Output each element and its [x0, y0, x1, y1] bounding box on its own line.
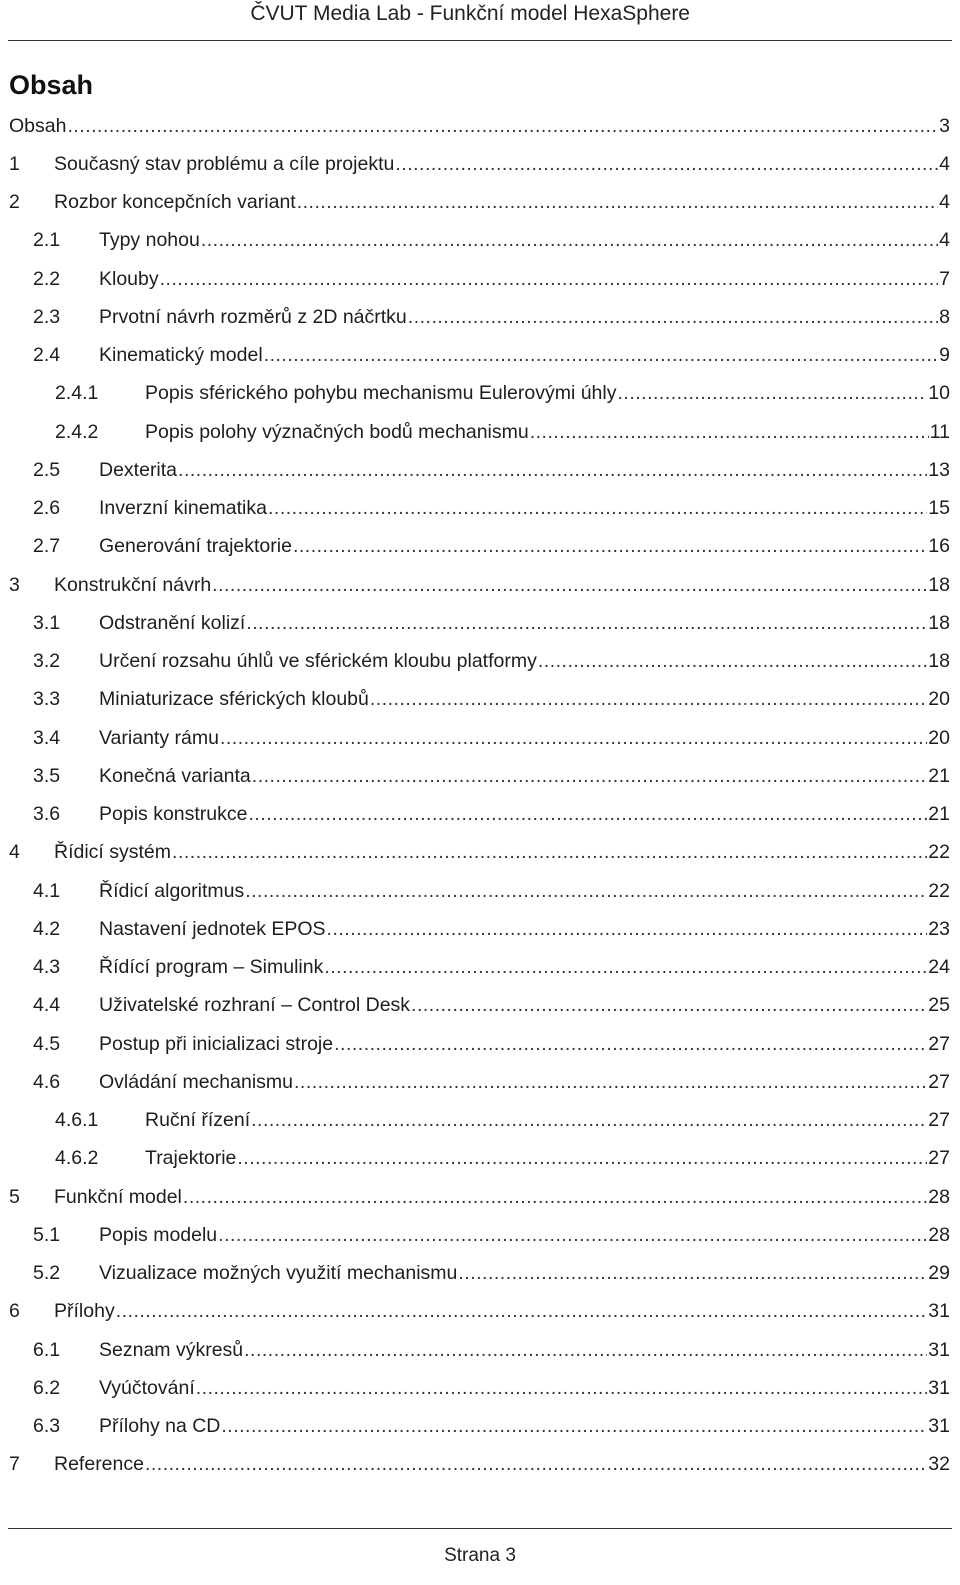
toc-dot-leader: [395, 153, 938, 176]
toc-entry-page: 18: [928, 573, 950, 596]
toc-entry[interactable]: [0, 987, 960, 1025]
toc-entry-page: 20: [928, 688, 950, 711]
toc-entry-page: 24: [928, 956, 950, 979]
toc-dot-leader: [116, 1300, 928, 1323]
toc-entry[interactable]: [0, 1331, 960, 1369]
toc-entry[interactable]: [0, 375, 960, 413]
toc-entry-title[interactable]: Popis polohy význačných bodů mechanismu: [145, 420, 529, 443]
toc-entry[interactable]: [0, 145, 960, 183]
toc-dot-leader: [617, 382, 927, 405]
toc-entry-page: 21: [928, 764, 950, 787]
toc-entry-title[interactable]: Miniaturizace sférických kloubů: [99, 688, 369, 711]
toc-entry-title[interactable]: Generování trajektorie: [99, 535, 292, 558]
toc-dot-leader: [530, 421, 929, 444]
toc-entry[interactable]: [0, 796, 960, 834]
toc-entry-page: 31: [928, 1300, 950, 1323]
toc-entry-number: 5.1: [33, 1223, 61, 1246]
toc-entry-number: 3.3: [33, 688, 61, 711]
toc-entry-page: 10: [928, 382, 950, 405]
toc-entry-number: 3.6: [33, 803, 61, 826]
toc-entry-title[interactable]: Ovládání mechanismu: [99, 1070, 294, 1093]
toc-entry-number: 1: [9, 152, 20, 175]
toc-entry[interactable]: [0, 260, 960, 298]
toc-entry-number: 2.2: [33, 267, 61, 290]
toc-dot-leader: [264, 344, 938, 367]
toc-entry[interactable]: [0, 1216, 960, 1254]
toc-entry-page: 18: [928, 650, 950, 673]
toc-entry[interactable]: [0, 413, 960, 451]
toc-entry[interactable]: [0, 1178, 960, 1216]
toc-entry-number: 4.5: [33, 1032, 61, 1055]
toc-entry[interactable]: [0, 834, 960, 872]
toc-dot-leader: [172, 841, 927, 864]
toc-entry-page: 11: [929, 420, 950, 443]
toc-dot-leader: [411, 994, 927, 1017]
toc-entry-number: 5.2: [33, 1262, 61, 1285]
toc-entry-title[interactable]: Řídicí systém: [54, 841, 172, 864]
toc-entry-title[interactable]: Vyúčtování: [99, 1376, 195, 1399]
toc-dot-leader: [196, 1377, 928, 1400]
toc-dot-leader: [538, 650, 927, 673]
toc-entry-page: 27: [928, 1147, 950, 1170]
toc-entry-title[interactable]: Uživatelské rozhraní – Control Desk: [99, 994, 411, 1017]
toc-entry-title[interactable]: Popis sférického pohybu mechanismu Eulerovými úhly: [145, 382, 617, 405]
toc-entry[interactable]: [0, 910, 960, 948]
toc-entry-title[interactable]: Řídicí algoritmus: [99, 879, 245, 902]
toc-dot-leader: [246, 612, 927, 635]
toc-dot-leader: [249, 803, 928, 826]
toc-entry[interactable]: [0, 1369, 960, 1407]
toc-entry-title[interactable]: Funkční model: [54, 1185, 182, 1208]
toc-entry-number: 6.3: [33, 1415, 61, 1438]
toc-entry-title[interactable]: Reference: [54, 1453, 144, 1476]
toc-dot-leader: [220, 727, 927, 750]
toc-dot-leader: [160, 268, 939, 291]
toc-entry-title[interactable]: Inverzní kinematika: [99, 497, 267, 520]
toc-dot-leader: [237, 1147, 927, 1170]
toc-entry[interactable]: [0, 528, 960, 566]
toc-dot-leader: [218, 1224, 927, 1247]
header-divider: [8, 40, 952, 41]
toc-dot-leader: [324, 956, 927, 979]
toc-entry-number: 2.4.1: [55, 382, 99, 405]
toc-entry[interactable]: [0, 1408, 960, 1446]
toc-entry-number: 6.2: [33, 1376, 61, 1399]
toc-entry[interactable]: [0, 107, 960, 145]
toc-entry-page: 9: [939, 344, 950, 367]
toc-heading: Obsah: [9, 70, 94, 100]
toc-entry-page: 29: [928, 1262, 950, 1285]
toc-entry[interactable]: [0, 1255, 960, 1293]
toc-entry-number: 4.6.1: [55, 1109, 99, 1132]
page-header: [0, 0, 960, 42]
toc-entry-number: 4.2: [33, 917, 61, 940]
toc-dot-leader: [297, 191, 938, 214]
toc-entry-page: 21: [928, 803, 950, 826]
toc-entry-page: 13: [928, 458, 950, 481]
toc-dot-leader: [458, 1262, 927, 1285]
toc-entry[interactable]: [0, 490, 960, 528]
toc-entry-page: 27: [928, 1070, 950, 1093]
toc-dot-leader: [251, 1109, 927, 1132]
toc-entry[interactable]: [0, 451, 960, 489]
toc-entry-page: 16: [928, 535, 950, 558]
toc-entry-title[interactable]: Obsah: [9, 114, 67, 137]
toc-entry-number: 6: [9, 1300, 20, 1323]
page-number: Strana 3: [444, 1545, 516, 1566]
toc-entry[interactable]: [0, 1140, 960, 1178]
document-header-title: ČVUT Media Lab - Funkční model HexaSphere: [250, 2, 690, 25]
table-of-contents: [0, 107, 960, 1484]
toc-entry-page: 3: [939, 114, 950, 137]
toc-entry-page: 28: [928, 1223, 950, 1246]
toc-entry-title[interactable]: Varianty rámu: [99, 726, 219, 749]
toc-entry-number: 2.4.2: [55, 420, 99, 443]
toc-entry-number: 3: [9, 573, 20, 596]
toc-dot-leader: [327, 918, 928, 941]
toc-entry-title[interactable]: Seznam výkresů: [99, 1338, 244, 1361]
toc-entry-number: 4: [9, 841, 20, 864]
toc-entry-page: 31: [928, 1338, 950, 1361]
toc-entry[interactable]: [0, 566, 960, 604]
toc-entry-title[interactable]: Ruční řízení: [145, 1109, 251, 1132]
toc-entry-title[interactable]: Rozbor koncepčních variant: [54, 191, 296, 214]
toc-entry-page: 27: [928, 1032, 950, 1055]
toc-entry[interactable]: [0, 757, 960, 795]
toc-entry[interactable]: [0, 1293, 960, 1331]
toc-entry[interactable]: [0, 1446, 960, 1484]
toc-entry-title[interactable]: Typy nohou: [99, 229, 200, 252]
toc-entry-page: 25: [928, 994, 950, 1017]
toc-entry-number: 3.4: [33, 726, 61, 749]
toc-entry[interactable]: [0, 872, 960, 910]
toc-entry-number: 3.1: [33, 611, 61, 634]
toc-dot-leader: [244, 1339, 927, 1362]
toc-entry-page: 8: [939, 305, 950, 328]
toc-entry-number: 4.6: [33, 1070, 61, 1093]
toc-entry[interactable]: [0, 184, 960, 222]
toc-entry-number: 7: [9, 1453, 20, 1476]
toc-entry-number: 4.3: [33, 956, 61, 979]
toc-entry-page: 22: [928, 879, 950, 902]
toc-entry-title[interactable]: Klouby: [99, 267, 159, 290]
toc-dot-leader: [334, 1033, 927, 1056]
toc-entry-title[interactable]: Kinematický model: [99, 344, 263, 367]
toc-entry-page: 4: [939, 191, 950, 214]
toc-dot-leader: [201, 229, 938, 252]
toc-entry[interactable]: [0, 298, 960, 336]
toc-entry-page: 4: [939, 229, 950, 252]
toc-entry-title[interactable]: Popis modelu: [99, 1223, 218, 1246]
toc-entry[interactable]: [0, 949, 960, 987]
toc-entry-title[interactable]: Prvotní návrh rozměrů z 2D náčrtku: [99, 305, 407, 328]
toc-dot-leader: [293, 535, 927, 558]
toc-entry[interactable]: [0, 337, 960, 375]
toc-entry-title[interactable]: Trajektorie: [145, 1147, 237, 1170]
toc-entry[interactable]: [0, 643, 960, 681]
toc-entry-number: 4.4: [33, 994, 61, 1017]
toc-entry-page: 15: [928, 497, 950, 520]
toc-entry-number: 5: [9, 1185, 20, 1208]
footer-divider: [8, 1528, 952, 1529]
toc-entry-number: 3.2: [33, 650, 61, 673]
toc-entry-number: 3.5: [33, 764, 61, 787]
toc-entry-page: 4: [939, 152, 950, 175]
toc-entry[interactable]: [0, 719, 960, 757]
toc-entry-number: 2.1: [33, 229, 61, 252]
toc-entry-title[interactable]: Nastavení jednotek EPOS: [99, 917, 326, 940]
toc-entry-number: 2.7: [33, 535, 61, 558]
toc-dot-leader: [178, 459, 927, 482]
toc-entry-page: 32: [928, 1453, 950, 1476]
toc-entry[interactable]: [0, 1063, 960, 1101]
toc-entry-page: 31: [928, 1415, 950, 1438]
toc-dot-leader: [212, 574, 927, 597]
toc-entry-title[interactable]: Přílohy na CD: [99, 1415, 221, 1438]
toc-dot-leader: [252, 765, 928, 788]
toc-dot-leader: [245, 880, 927, 903]
toc-entry-title[interactable]: Popis konstrukce: [99, 803, 248, 826]
toc-entry-number: 2.5: [33, 458, 61, 481]
toc-entry-page: 18: [928, 611, 950, 634]
toc-entry-page: 7: [939, 267, 950, 290]
toc-entry-page: 20: [928, 726, 950, 749]
toc-dot-leader: [268, 497, 927, 520]
toc-entry-title[interactable]: Konečná varianta: [99, 764, 251, 787]
toc-entry-title[interactable]: Současný stav problému a cíle projektu: [54, 152, 395, 175]
toc-dot-leader: [183, 1186, 927, 1209]
toc-entry[interactable]: [0, 1025, 960, 1063]
toc-entry-number: 2.6: [33, 497, 61, 520]
toc-entry-page: 23: [928, 917, 950, 940]
toc-entry-title[interactable]: Konstrukční návrh: [54, 573, 212, 596]
toc-entry-title[interactable]: Určení rozsahu úhlů ve sférickém kloubu platformy: [99, 650, 537, 673]
toc-entry-title[interactable]: Postup při inicializaci stroje: [99, 1032, 334, 1055]
toc-dot-leader: [370, 688, 927, 711]
toc-dot-leader: [221, 1415, 927, 1438]
toc-entry-title[interactable]: Vizualizace možných využití mechanismu: [99, 1262, 458, 1285]
toc-entry[interactable]: [0, 604, 960, 642]
toc-entry-number: 6.1: [33, 1338, 61, 1361]
toc-entry-page: 27: [928, 1109, 950, 1132]
toc-entry-number: 2.3: [33, 305, 61, 328]
toc-entry-number: 2.4: [33, 344, 61, 367]
toc-dot-leader: [67, 115, 938, 138]
toc-dot-leader: [408, 306, 938, 329]
toc-entry[interactable]: [0, 1102, 960, 1140]
toc-entry-page: 22: [928, 841, 950, 864]
toc-dot-leader: [294, 1071, 927, 1094]
toc-entry-page: 31: [928, 1376, 950, 1399]
toc-entry[interactable]: [0, 681, 960, 719]
toc-entry[interactable]: [0, 222, 960, 260]
toc-entry-title[interactable]: Řídící program – Simulink: [99, 956, 324, 979]
toc-dot-leader: [145, 1453, 927, 1476]
toc-entry-page: 28: [928, 1185, 950, 1208]
toc-entry-title[interactable]: Přílohy: [54, 1300, 115, 1323]
toc-entry-title[interactable]: Odstranění kolizí: [99, 611, 246, 634]
toc-entry-number: 2: [9, 191, 20, 214]
toc-entry-number: 4.6.2: [55, 1147, 99, 1170]
toc-entry-title[interactable]: Dexterita: [99, 458, 178, 481]
toc-entry-number: 4.1: [33, 879, 61, 902]
